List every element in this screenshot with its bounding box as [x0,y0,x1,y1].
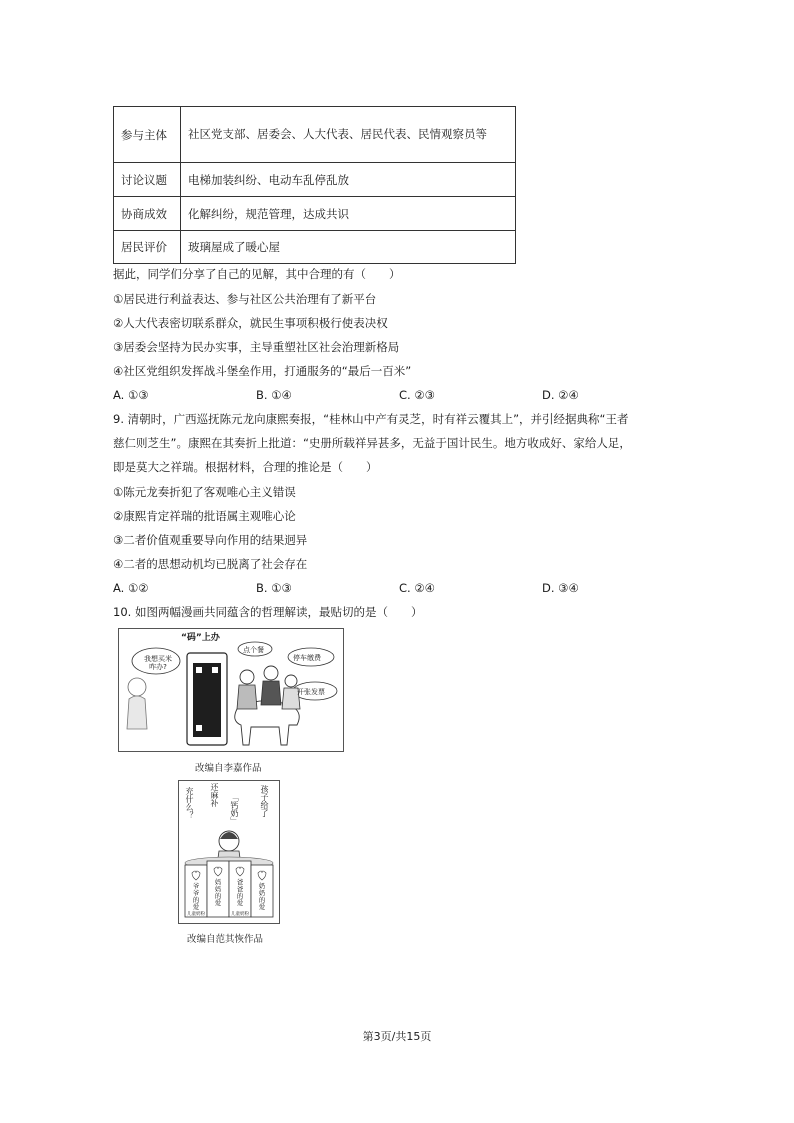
table-value: 电梯加装纠纷、电动车乱停乱放 [181,163,516,197]
page-footer: 第3页/共15页 [362,1030,432,1043]
q9-item-4: ④二者的思想动机均已脱离了社会存在 [113,557,308,571]
bubble-parking: 停车缴费 [293,654,321,662]
q8-options [113,387,673,403]
can-brand: 儿童奶粉 [231,912,249,917]
option-b[interactable]: B. ①③ [256,581,292,595]
bubble-order: 点个餐 [243,646,264,654]
q9-options [113,580,673,596]
table-label: 讨论议题 [114,163,181,197]
option-b[interactable]: B. ①④ [256,388,292,402]
q8-stem: 据此，同学们分享了自己的见解，其中合理的有（ ） [113,267,401,281]
option-d[interactable]: D. ③④ [542,581,579,595]
table-value: 化解纠纷，规范管理，达成共识 [181,197,516,231]
q9-item-2: ②康熙肯定祥瑞的批语属主观唯心论 [113,509,296,523]
can-label: 爷爷的爱 [192,882,200,911]
cartoon2-text-2: 还麻补 [210,783,219,807]
can-label: 妈妈的爱 [214,878,222,907]
q8-item-2: ②人大代表密切联系群众，就民生事项积极行使表决权 [113,316,388,330]
can-label: 奶奶的爱 [258,882,266,911]
table-row [114,197,516,231]
table-label: 协商成效 [114,197,181,231]
q8-item-3: ③居委会坚持为民办实事，主导重塑社区社会治理新格局 [113,340,400,354]
table-row [114,107,516,163]
cartoon-milk-cans [178,780,280,924]
cartoon2-text-1: 充什么？ [185,787,194,819]
option-c[interactable]: C. ②③ [399,388,435,402]
q8-item-1: ①居民进行利益表达、参与社区公共治理有了新平台 [113,292,377,306]
q9-item-3: ③二者价值观重要导向作用的结果迥异 [113,533,308,547]
option-a[interactable]: A. ①③ [113,388,149,402]
bubble-invoice: 开张发票 [297,688,325,696]
q9-line-3: 即是莫大之祥瑞。根据材料，合理的推论是（ ） [113,460,378,474]
option-a[interactable]: A. ①② [113,581,149,595]
table-value: 玻璃屋成了暖心屋 [181,231,516,264]
q9-line-1: 9. 清朝时，广西巡抚陈元龙向康熙奏报，“桂林山中产有灵芝，时有祥云覆其上”，并引经据典称“王者 [113,412,629,426]
q9-line-2: 慈仁则芝生”。康熙在其奏折上批道：“史册所载祥异甚多，无益于国计民生。地方收成好、家给人足， [113,436,631,450]
table-row [114,231,516,264]
table-label: 参与主体 [114,107,181,163]
cartoon-qr-code [118,628,344,752]
cartoon1-title: “码”上办 [181,633,220,643]
cartoon2-text-4: 孩子给了 [260,785,269,817]
q10-stem: 10. 如图两幅漫画共同蕴含的哲理解读，最贴切的是（ ） [113,605,423,619]
table-value: 社区党支部、居委会、人大代表、居民代表、民情观察员等 [181,107,516,163]
cartoon2-text-3: 「钙奶」 [230,793,239,825]
option-d[interactable]: D. ②④ [542,388,579,402]
table-label: 居民评价 [114,231,181,264]
cartoon2-caption: 改编自范其恢作品 [187,934,264,945]
table-row [114,163,516,197]
bubble-woman: 我想买米咋办? [144,655,172,671]
can-label: 爸爸的爱 [236,878,244,907]
option-c[interactable]: C. ②④ [399,581,435,595]
q9-item-1: ①陈元龙奏折犯了客观唯心主义错误 [113,485,296,499]
info-table [113,106,516,264]
can-brand: 儿童奶粉 [187,912,205,917]
cartoon1-caption: 改编自李嘉作品 [195,763,262,774]
q8-item-4: ④社区党组织发挥战斗堡垒作用，打通服务的“最后一百米” [113,364,412,378]
